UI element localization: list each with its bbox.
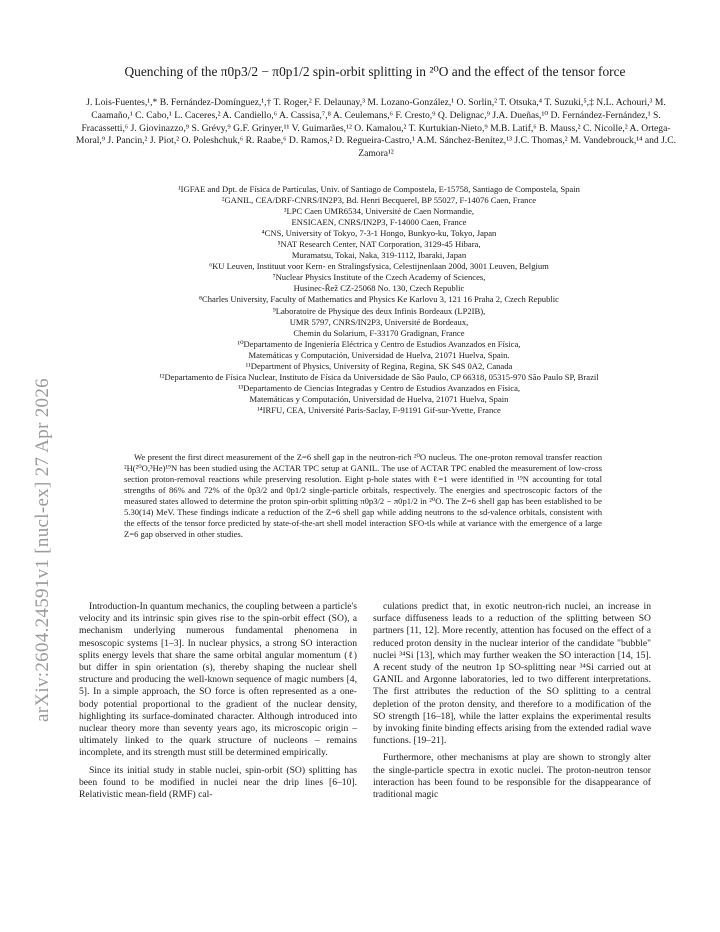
affiliation-list bbox=[62, 184, 696, 416]
arxiv-identifier-text: arXiv:2604.24591v1 [nucl-ex] 27 Apr 2026 bbox=[32, 378, 53, 722]
affiliation-line: Chemin du Solarium, F-33170 Gradignan, France bbox=[293, 327, 465, 338]
affiliation-line: Muramatsu, Tokai, Naka, 319-1112, Ibaraki, Japan bbox=[291, 250, 467, 261]
body-paragraph: Since its initial study in stable nuclei, spin-orbit (SO) splitting has been found to be modified in nuclei near the drip lines [6–10]. Relativistic mean-field (RMF) cal- bbox=[79, 764, 357, 801]
body-column-left bbox=[79, 601, 357, 801]
affiliation-line: ¹³Departamento de Ciencias Integradas y Centro de Estudios Avanzados en Física, bbox=[237, 382, 521, 393]
abstract: We present the first direct measurement of the Z=6 shell gap in the neutron-rich ²⁰O nucleus. The one-proton removal transfer reaction ²H(²⁰O,³He)¹⁹N has been studied using the ACTAR TPC setup at GANIL. The use of ACTAR TPC enabled the measurement of low-cross section proton-removal reactions while preserving resolution. Eight p-hole states with ℓ=1 were identified in ¹⁹N accounting for total strengths of 86% and 72% of the 0p3/2 and 0p1/2 single-particle orbitals, respectively. The energies and spectroscopic factors of the measured states allowed to determine the proton spin-orbit splitting π0p3/2 − π0p1/2 in ²⁰O. The Z=6 shell gap has been established to be 5.30(14) MeV. These findings indicate a reduction of the Z=6 shell gap while adding neutrons to the sd-valence orbitals, consistent with the effects of the tensor force predicted by state-of-the-art shell model interaction SFO-tls while at variance with the emergence of a large Z=6 gap observed in other studies. bbox=[124, 452, 602, 540]
affiliation-line: ⁸Charles University, Faculty of Mathematics and Physics Ke Karlovu 3, 121 16 Praha 2, Czech Republic bbox=[199, 294, 559, 305]
body-column-right bbox=[373, 601, 651, 801]
affiliation-line: ⁶KU Leuven, Instituut voor Kern- en Stralingsfysica, Celestijnenlaan 200d, 3001 Leuven, Belgium bbox=[209, 261, 549, 272]
affiliation-line: ³LPC Caen UMR6534, Université de Caen Normandie, bbox=[283, 206, 475, 217]
affiliation-line: ⁴CNS, University of Tokyo, 7-3-1 Hongo, Bunkyo-ku, Tokyo, Japan bbox=[261, 228, 497, 239]
affiliation-line: ²GANIL, CEA/DRF-CNRS/IN2P3, Bd. Henri Becquerel, BP 55027, F-14076 Caen, France bbox=[221, 195, 537, 206]
author-list: J. Lois-Fuentes,¹,* B. Fernández-Domínguez,¹,† T. Roger,² F. Delaunay,³ M. Lozano-González,¹ O. Sorlin,² T. Otsuka,⁴ T. Suzuki,⁵,‡ N.L. Achouri,³ M. Caamaño,¹ C. Cabo,¹ L. Caceres,² A. Candiello,⁶ A. Cassisa,⁷,⁸ A. Ceulemans,⁶ F. Cresto,⁹ Q. Delignac,⁹ J.A. Dueñas,¹⁰ D. Fernández-Fernández,¹ S. Fracassetti,⁶ J. Giovinazzo,⁹ S. Grévy,⁹ G.F. Grinyer,¹¹ V. Guimarães,¹² O. Kamalou,² T. Kurtukian-Nieto,⁹ M.B. Latif,⁶ B. Mauss,² C. Nicolle,² A. Ortega-Moral,⁹ J. Pancin,² J. Piot,² O. Poleshchuk,⁶ R. Raabe,⁶ D. Ramos,² D. Regueira-Castro,¹ A.M. Sánchez-Benítez,¹³ J.C. Thomas,² M. Vandebrouck,¹⁴ and J.C. Zamora¹² bbox=[75, 97, 677, 160]
affiliation-line: Husinec-Řež CZ-25068 No. 130, Czech Republic bbox=[293, 283, 465, 294]
body-paragraph: culations predict that, in exotic neutron-rich nuclei, an increase in surface diffuseness leads to a reduction of the splitting between SO partners [11, 12]. More recently, attention has focused on the effect of a reduced proton density in the nuclear interior of the candidate "bubble" nuclei ³⁴Si [13], which may further weaken the SO interaction [14, 15]. A recent study of the neutron 1p SO-splitting near ³⁴Si carried out at GANIL and Argonne laboratories, led to two different interpretations. The first attributes the reduction of the SO splitting to a central depletion of the proton density, and therefore to a modification of the SO strength [16–18], while the latter explains the experimental results by invoking finite binding effects arising from the extended radial wave functions. [19–21]. bbox=[373, 601, 651, 747]
affiliation-line: ⁵NAT Research Center, NAT Corporation, 3129-45 Hibara, bbox=[277, 239, 481, 250]
body-paragraph: Furthermore, other mechanisms at play are shown to strongly alter the single-particle spectra in exotic nuclei. The proton-neutron tensor interaction has been found to be responsible for the disappearance of traditional magic bbox=[373, 752, 651, 801]
affiliation-line: ⁷Nuclear Physics Institute of the Czech Academy of Sciences, bbox=[272, 272, 486, 283]
affiliation-line: ENSICAEN, CNRS/IN2P3, F-14000 Caen, France bbox=[291, 217, 467, 228]
affiliation-line: Matemáticas y Computación, Universidad de Huelva, 21071 Huelva, Spain bbox=[249, 393, 509, 404]
affiliation-line: ¹⁴IRFU, CEA, Université Paris-Saclay, F-91191 Gif-sur-Yvette, France bbox=[257, 404, 501, 415]
affiliation-line: ¹¹Department of Physics, University of Regina, Regina, SK S4S 0A2, Canada bbox=[245, 360, 513, 371]
affiliation-line: Matemáticas y Computación, Universidad de Huelva, 21071 Huelva, Spain. bbox=[248, 349, 510, 360]
affiliation-line: ⁹Laboratoire de Physique des deux Infinis Bordeaux (LP2IB), bbox=[272, 305, 486, 316]
affiliation-line: ¹IGFAE and Dpt. de Física de Partículas, Univ. of Santiago de Compostela, E-15758, Santiago de Compostela, Spain bbox=[178, 184, 580, 194]
affiliation-line: UMR 5797, CNRS/IN2P3, Université de Bordeaux, bbox=[289, 316, 469, 327]
body-paragraph: Introduction-In quantum mechanics, the coupling between a particle's velocity and its intrinsic spin gives rise to the spin-orbit effect (SO), a mechanism underlying numerous fundamental phenomena in mesoscopic systems [1–3]. In nuclear physics, a strong SO interaction splits energy levels that share the same orbital angular momentum (ℓ) but differ in spin orientation (s), thereby shaping the nuclear shell structure and producing the well-known sequence of magic numbers [4, 5]. In a simple approach, the SO force is often represented as a one-body potential proportional to the gradient of the nuclear density, highlighting its surface-dominated character. Although introduced into nuclear theory more than seventy years ago, its microscopic origin – ultimately linked to the quark structure of nucleons – remains incomplete, and its strength must still be determined empirically. bbox=[79, 601, 357, 759]
paper-title: Quenching of the π0p3/2 − π0p1/2 spin-orbit splitting in ²⁰O and the effect of the tensor force bbox=[124, 64, 626, 79]
affiliation-line: ¹⁰Departamento de Ingeniería Eléctrica y Centro de Estudios Avanzados en Física, bbox=[237, 338, 521, 349]
affiliation-line: ¹²Departamento de Física Nuclear, Instituto de Física da Universidade de São Paulo, CP 66318, 05315-970 São Paulo SP, Brazil bbox=[159, 371, 599, 382]
